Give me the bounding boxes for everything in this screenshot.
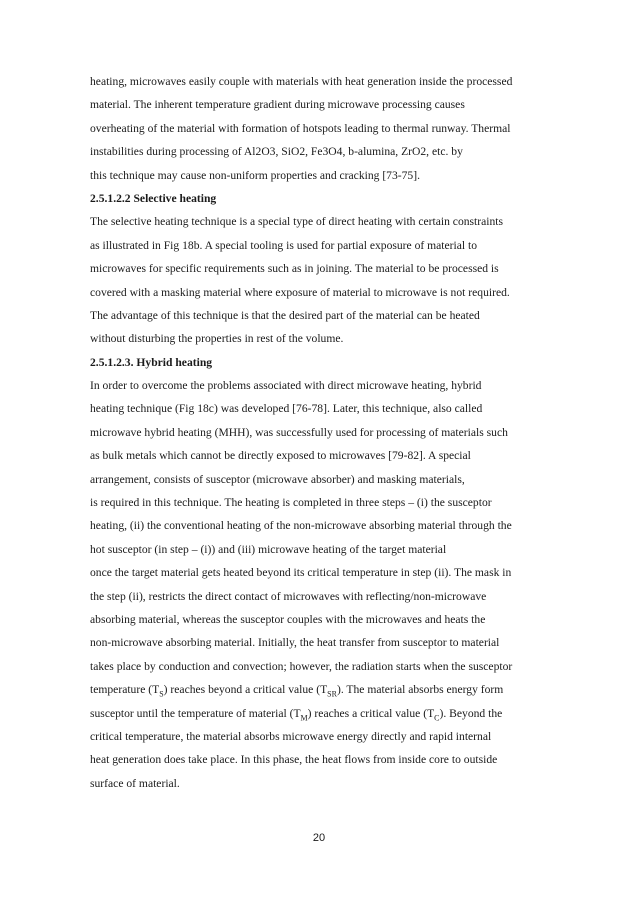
text-line: is required in this technique. The heating is completed in three steps – (i) the susceptor bbox=[90, 496, 492, 510]
text-line: instabilities during processing of Al2O3, SiO2, Fe3O4, b-alumina, ZrO2, etc. by bbox=[90, 145, 463, 159]
text-line: In order to overcome the problems associated with direct microwave heating, hybrid bbox=[90, 379, 482, 393]
text-line: material. The inherent temperature gradient during microwave processing causes bbox=[90, 98, 465, 112]
page-number: 20 bbox=[312, 832, 326, 844]
text-line: microwave hybrid heating (MHH), was successfully used for processing of materials such bbox=[90, 425, 508, 439]
text-segment: temperature (T bbox=[90, 683, 160, 697]
text-line: heating technique (Fig 18c) was developed [76-78]. Later, this technique, also called bbox=[90, 402, 483, 416]
text-line bbox=[90, 702, 572, 725]
text-line: as illustrated in Fig 18b. A special tooling is used for partial exposure of material to bbox=[90, 238, 478, 252]
section-heading: 2.5.1.2.3. Hybrid heating bbox=[90, 355, 213, 369]
subscript: M bbox=[300, 712, 308, 722]
text-line: covered with a masking material where exposure of material to microwave is not required. bbox=[90, 285, 510, 299]
text-segment: ) reaches beyond a critical value (T bbox=[163, 683, 328, 697]
text-line: microwaves for specific requirements such as in joining. The material to be processed is bbox=[90, 262, 499, 276]
text-line: as bulk metals which cannot be directly exposed to microwaves [79-82]. A special bbox=[90, 449, 471, 463]
text-segment: ) reaches a critical value (T bbox=[307, 706, 435, 720]
text-line: once the target material gets heated beyond its critical temperature in step (ii). The mask in bbox=[90, 566, 512, 580]
text-line: takes place by conduction and convection; however, the radiation starts when the susceptor bbox=[90, 659, 513, 673]
text-line: this technique may cause non-uniform properties and cracking [73-75]. bbox=[90, 168, 420, 182]
text-line: the step (ii), restricts the direct contact of microwaves with reflecting/non-microwave bbox=[90, 589, 487, 603]
subscript: C bbox=[434, 712, 440, 722]
section-heading: 2.5.1.2.2 Selective heating bbox=[90, 191, 217, 205]
text-line: The advantage of this technique is that the desired part of the material can be heated bbox=[90, 308, 480, 322]
text-segment: ). Beyond the bbox=[439, 706, 503, 720]
text-line: absorbing material, whereas the susceptor couples with the microwaves and heats the bbox=[90, 612, 486, 626]
body-text bbox=[90, 70, 572, 795]
text-line: arrangement, consists of susceptor (microwave absorber) and masking materials, bbox=[90, 472, 465, 486]
text-line: The selective heating technique is a special type of direct heating with certain constraints bbox=[90, 215, 504, 229]
text-line: heating, microwaves easily couple with materials with heat generation inside the processed bbox=[90, 75, 513, 88]
subscript: S bbox=[159, 689, 164, 699]
text-line: surface of material. bbox=[90, 776, 180, 790]
text-line: hot susceptor (in step – (i)) and (iii) microwave heating of the target material bbox=[90, 542, 447, 556]
text-line: non-microwave absorbing material. Initially, the heat transfer from susceptor to material bbox=[90, 636, 500, 650]
text-line: heating, (ii) the conventional heating of the non-microwave absorbing material through the bbox=[90, 519, 512, 533]
text-line: without disturbing the properties in rest of the volume. bbox=[90, 332, 344, 346]
text-line: overheating of the material with formation of hotspots leading to thermal runway. Thermal bbox=[90, 121, 511, 135]
text-segment: susceptor until the temperature of material (T bbox=[90, 706, 301, 720]
text-segment: ). The material absorbs energy form bbox=[336, 683, 504, 697]
subscript: SR bbox=[327, 689, 337, 699]
text-line: heat generation does take place. In this phase, the heat flows from inside core to outside bbox=[90, 753, 498, 767]
text-line: critical temperature, the material absorbs microwave energy directly and rapid internal bbox=[90, 729, 492, 743]
text-line bbox=[90, 678, 572, 701]
